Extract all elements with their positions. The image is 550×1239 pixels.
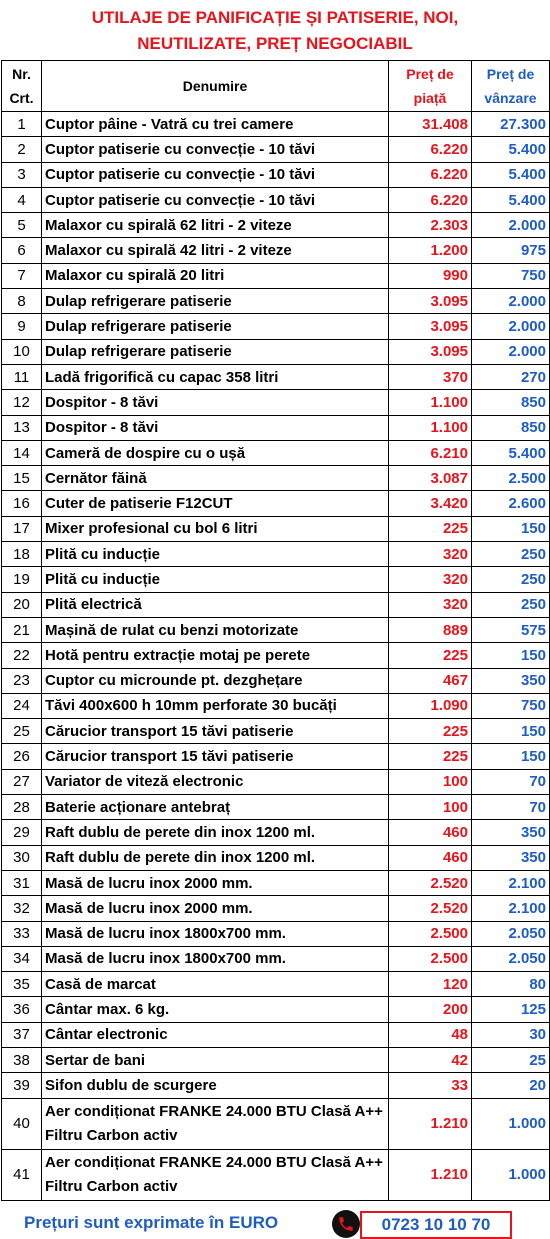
row-number: 30 [2, 845, 42, 870]
table-row [2, 795, 550, 820]
footer [0, 1210, 550, 1238]
market-price: 990 [389, 263, 472, 288]
market-price: 6.220 [389, 137, 472, 162]
sale-price: 350 [472, 668, 550, 693]
item-name: Hotă pentru extracție motaj pe perete [42, 643, 389, 668]
table-row [2, 972, 550, 997]
table-row [2, 592, 550, 617]
title-line-2: NEUTILIZATE, PREȚ NEGOCIABIL [137, 34, 413, 53]
sale-price: 350 [472, 820, 550, 845]
row-number: 6 [2, 238, 42, 263]
table-row [2, 466, 550, 491]
phone-number[interactable]: 0723 10 10 70 [360, 1211, 512, 1239]
row-number: 34 [2, 946, 42, 971]
market-price: 225 [389, 744, 472, 769]
item-name: Malaxor cu spirală 42 litri - 2 viteze [42, 238, 389, 263]
table-row [2, 491, 550, 516]
market-price: 1.100 [389, 415, 472, 440]
row-number: 18 [2, 542, 42, 567]
sale-price: 27.300 [472, 112, 550, 137]
market-price: 2.520 [389, 896, 472, 921]
sale-price: 750 [472, 263, 550, 288]
sale-price: 975 [472, 238, 550, 263]
market-price: 100 [389, 769, 472, 794]
row-number: 15 [2, 466, 42, 491]
item-name: Masă de lucru inox 1800x700 mm. [42, 946, 389, 971]
header-nr: Nr. Crt. [2, 61, 42, 112]
item-name: Sifon dublu de scurgere [42, 1073, 389, 1098]
sale-price: 125 [472, 997, 550, 1022]
sale-price: 2.500 [472, 466, 550, 491]
row-number: 23 [2, 668, 42, 693]
market-price: 1.210 [389, 1098, 472, 1149]
table-row [2, 719, 550, 744]
sale-price: 250 [472, 567, 550, 592]
market-price: 320 [389, 542, 472, 567]
item-name: Baterie acționare antebraț [42, 795, 389, 820]
sale-price: 850 [472, 390, 550, 415]
market-price: 225 [389, 516, 472, 541]
market-price: 33 [389, 1073, 472, 1098]
sale-price: 150 [472, 719, 550, 744]
row-number: 26 [2, 744, 42, 769]
item-name: Dulap refrigerare patiserie [42, 289, 389, 314]
market-price: 3.095 [389, 339, 472, 364]
market-price: 460 [389, 845, 472, 870]
market-price: 460 [389, 820, 472, 845]
item-name: Dospitor - 8 tăvi [42, 390, 389, 415]
table-row [2, 567, 550, 592]
sale-price: 5.400 [472, 440, 550, 465]
row-number: 33 [2, 921, 42, 946]
table-row [2, 213, 550, 238]
table-row [2, 643, 550, 668]
item-name: Masă de lucru inox 2000 mm. [42, 870, 389, 895]
market-price: 370 [389, 364, 472, 389]
sale-price: 2.000 [472, 289, 550, 314]
sale-price: 2.100 [472, 870, 550, 895]
market-price: 225 [389, 643, 472, 668]
sale-price: 250 [472, 592, 550, 617]
row-number: 3 [2, 162, 42, 187]
sale-price: 1.000 [472, 1098, 550, 1149]
row-number: 39 [2, 1073, 42, 1098]
item-name: Plită electrică [42, 592, 389, 617]
row-number: 4 [2, 187, 42, 212]
item-name: Cărucior transport 15 tăvi patiserie [42, 744, 389, 769]
item-name: Cameră de dospire cu o ușă [42, 440, 389, 465]
row-number: 11 [2, 364, 42, 389]
item-name: Cuptor cu microunde pt. dezghețare [42, 668, 389, 693]
row-number: 16 [2, 491, 42, 516]
table-row [2, 668, 550, 693]
row-number: 10 [2, 339, 42, 364]
market-price: 320 [389, 592, 472, 617]
sale-price: 350 [472, 845, 550, 870]
market-price: 2.500 [389, 921, 472, 946]
market-price: 6.220 [389, 187, 472, 212]
row-number: 19 [2, 567, 42, 592]
market-price: 2.520 [389, 870, 472, 895]
page-title [0, 0, 550, 60]
sale-price: 750 [472, 693, 550, 718]
row-number: 21 [2, 617, 42, 642]
table-header-row [2, 61, 550, 112]
market-price: 6.220 [389, 162, 472, 187]
item-name: Dulap refrigerare patiserie [42, 314, 389, 339]
row-number: 27 [2, 769, 42, 794]
table-row [2, 845, 550, 870]
sale-price: 270 [472, 364, 550, 389]
sale-price: 575 [472, 617, 550, 642]
item-name: Masă de lucru inox 2000 mm. [42, 896, 389, 921]
sale-price: 70 [472, 795, 550, 820]
row-number: 9 [2, 314, 42, 339]
market-price: 2.303 [389, 213, 472, 238]
row-number: 31 [2, 870, 42, 895]
item-name: Cuptor patiserie cu convecție - 10 tăvi [42, 187, 389, 212]
table-row [2, 162, 550, 187]
sale-price: 850 [472, 415, 550, 440]
sale-price: 80 [472, 972, 550, 997]
header-market-price: Preț de piață [389, 61, 472, 112]
row-number: 5 [2, 213, 42, 238]
item-name: Mașină de rulat cu benzi motorizate [42, 617, 389, 642]
market-price: 120 [389, 972, 472, 997]
table-row [2, 187, 550, 212]
market-price: 1.090 [389, 693, 472, 718]
row-number: 20 [2, 592, 42, 617]
table-row [2, 617, 550, 642]
sale-price: 2.050 [472, 921, 550, 946]
table-row [2, 314, 550, 339]
sale-price: 20 [472, 1073, 550, 1098]
currency-note: Prețuri sunt exprimate în EURO [24, 1213, 279, 1232]
row-number: 40 [2, 1098, 42, 1149]
row-number: 32 [2, 896, 42, 921]
phone-icon [332, 1210, 360, 1238]
market-price: 100 [389, 795, 472, 820]
table-row [2, 769, 550, 794]
sale-price: 25 [472, 1047, 550, 1072]
table-row [2, 516, 550, 541]
item-name: Mixer profesional cu bol 6 litri [42, 516, 389, 541]
sale-price: 150 [472, 643, 550, 668]
row-number: 13 [2, 415, 42, 440]
row-number: 1 [2, 112, 42, 137]
sale-price: 30 [472, 1022, 550, 1047]
table-row [2, 263, 550, 288]
item-name: Plită cu inducție [42, 542, 389, 567]
item-name: Cărucior transport 15 tăvi patiserie [42, 719, 389, 744]
market-price: 31.408 [389, 112, 472, 137]
market-price: 2.500 [389, 946, 472, 971]
table-row [2, 1022, 550, 1047]
table-row [2, 921, 550, 946]
item-name: Casă de marcat [42, 972, 389, 997]
sale-price: 2.600 [472, 491, 550, 516]
item-name: Cântar max. 6 kg. [42, 997, 389, 1022]
sale-price: 2.100 [472, 896, 550, 921]
sale-price: 2.000 [472, 213, 550, 238]
row-number: 41 [2, 1149, 42, 1200]
row-number: 7 [2, 263, 42, 288]
table-row [2, 112, 550, 137]
table-row [2, 415, 550, 440]
market-price: 3.420 [389, 491, 472, 516]
item-name: Cuter de patiserie F12CUT [42, 491, 389, 516]
item-name: Sertar de bani [42, 1047, 389, 1072]
market-price: 3.095 [389, 289, 472, 314]
item-name: Malaxor cu spirală 62 litri - 2 viteze [42, 213, 389, 238]
table-row [2, 693, 550, 718]
sale-price: 70 [472, 769, 550, 794]
table-row [2, 390, 550, 415]
row-number: 12 [2, 390, 42, 415]
row-number: 28 [2, 795, 42, 820]
item-name: Raft dublu de perete din inox 1200 ml. [42, 845, 389, 870]
table-row [2, 1073, 550, 1098]
market-price: 1.100 [389, 390, 472, 415]
title-line-1: UTILAJE DE PANIFICAȚIE ȘI PATISERIE, NOI, [91, 8, 459, 27]
row-number: 24 [2, 693, 42, 718]
market-price: 225 [389, 719, 472, 744]
item-name: Cuptor pâine - Vatră cu trei camere [42, 112, 389, 137]
sale-price: 5.400 [472, 187, 550, 212]
table-row [2, 820, 550, 845]
table-row [2, 137, 550, 162]
row-number: 14 [2, 440, 42, 465]
item-name: Cuptor patiserie cu convecție - 10 tăvi [42, 162, 389, 187]
item-name: Aer condiționat FRANKE 24.000 BTU Clasă A++ Filtru Carbon activ [42, 1098, 389, 1149]
table-row [2, 542, 550, 567]
table-row [2, 896, 550, 921]
item-name: Raft dublu de perete din inox 1200 ml. [42, 820, 389, 845]
table-row [2, 364, 550, 389]
sale-price: 250 [472, 542, 550, 567]
row-number: 22 [2, 643, 42, 668]
table-row [2, 289, 550, 314]
item-name: Plită cu inducție [42, 567, 389, 592]
header-name: Denumire [42, 61, 389, 112]
row-number: 29 [2, 820, 42, 845]
item-name: Cuptor patiserie cu convecție - 10 tăvi [42, 137, 389, 162]
market-price: 200 [389, 997, 472, 1022]
row-number: 25 [2, 719, 42, 744]
market-price: 48 [389, 1022, 472, 1047]
sale-price: 5.400 [472, 137, 550, 162]
market-price: 3.095 [389, 314, 472, 339]
sale-price: 2.000 [472, 339, 550, 364]
sale-price: 150 [472, 744, 550, 769]
table-row [2, 1047, 550, 1072]
table-row [2, 238, 550, 263]
market-price: 467 [389, 668, 472, 693]
sale-price: 2.050 [472, 946, 550, 971]
row-number: 37 [2, 1022, 42, 1047]
item-name: Dospitor - 8 tăvi [42, 415, 389, 440]
item-name: Tăvi 400x600 h 10mm perforate 30 bucăți [42, 693, 389, 718]
market-price: 1.210 [389, 1149, 472, 1200]
market-price: 3.087 [389, 466, 472, 491]
sale-price: 1.000 [472, 1149, 550, 1200]
table-row [2, 1098, 550, 1149]
sale-price: 150 [472, 516, 550, 541]
price-table [1, 60, 550, 1201]
table-row [2, 744, 550, 769]
sale-price: 2.000 [472, 314, 550, 339]
market-price: 42 [389, 1047, 472, 1072]
item-name: Cântar electronic [42, 1022, 389, 1047]
market-price: 1.200 [389, 238, 472, 263]
table-row [2, 997, 550, 1022]
row-number: 38 [2, 1047, 42, 1072]
item-name: Dulap refrigerare patiserie [42, 339, 389, 364]
market-price: 889 [389, 617, 472, 642]
item-name: Malaxor cu spirală 20 litri [42, 263, 389, 288]
row-number: 17 [2, 516, 42, 541]
row-number: 8 [2, 289, 42, 314]
market-price: 320 [389, 567, 472, 592]
item-name: Masă de lucru inox 1800x700 mm. [42, 921, 389, 946]
table-row [2, 440, 550, 465]
item-name: Ladă frigorifică cu capac 358 litri [42, 364, 389, 389]
table-row [2, 946, 550, 971]
table-row [2, 870, 550, 895]
item-name: Aer condiționat FRANKE 24.000 BTU Clasă A++ Filtru Carbon activ [42, 1149, 389, 1200]
table-row [2, 339, 550, 364]
row-number: 35 [2, 972, 42, 997]
item-name: Cernător făină [42, 466, 389, 491]
item-name: Variator de viteză electronic [42, 769, 389, 794]
market-price: 6.210 [389, 440, 472, 465]
header-sale-price: Preț de vânzare [472, 61, 550, 112]
row-number: 2 [2, 137, 42, 162]
row-number: 36 [2, 997, 42, 1022]
table-row [2, 1149, 550, 1200]
sale-price: 5.400 [472, 162, 550, 187]
